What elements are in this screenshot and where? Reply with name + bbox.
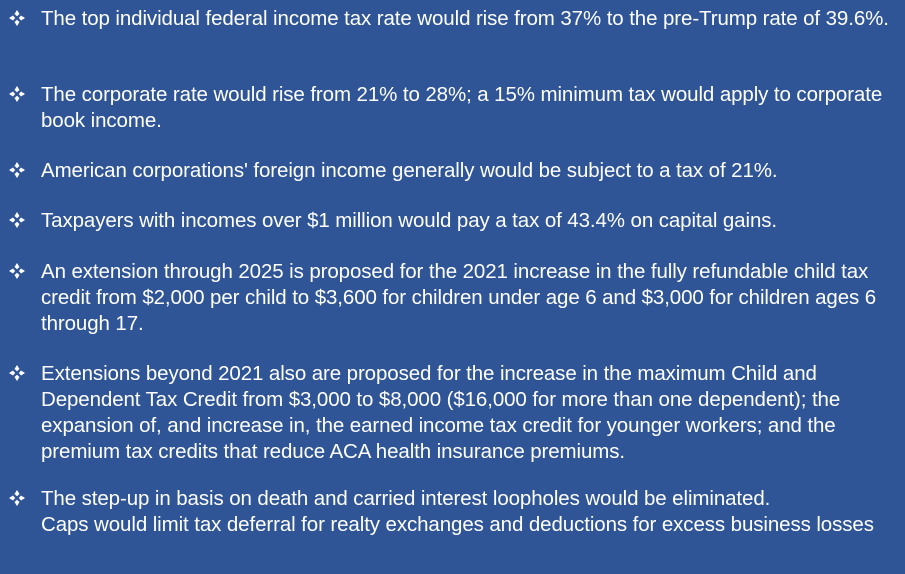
bullet-text: Taxpayers with incomes over $1 million would pay a tax of 43.4% on capital gains. [41,209,777,232]
diamond-bullet-icon [8,211,26,229]
diamond-bullet-icon [8,489,26,507]
bullet-text [41,486,897,538]
bullet-text-line: Caps would limit tax deferral for realty exchanges and deductions for excess business losses [41,513,874,536]
bullet-text-line: The step-up in basis on death and carried interest loopholes would be eliminated. [41,487,771,510]
diamond-bullet-icon [8,262,26,280]
diamond-bullet-icon [8,364,26,382]
bullet-text: Extensions beyond 2021 also are proposed for the increase in the maximum Child and Dependent Tax Credit from $3,000 to $8,000 ($16,000 for more than one dependent); the expansion of, and increase in, the earned income tax credit for younger workers; and the premium tax credits that reduce ACA health insurance premiums. [41,362,841,463]
bullet-text: The corporate rate would rise from 21% to 28%; a 15% minimum tax would apply to corporate book income. [41,83,883,132]
diamond-bullet-icon [8,161,26,179]
diamond-bullet-icon [8,85,26,103]
bullet-text: An extension through 2025 is proposed for the 2021 increase in the fully refundable child tax credit from $2,000 per child to $3,600 for children under age 6 and $3,000 for children ages 6 through 17. [41,260,877,335]
diamond-bullet-icon [8,9,26,27]
bullet-text: American corporations' foreign income generally would be subject to a tax of 21%. [41,159,778,182]
bullet-text: The top individual federal income tax rate would rise from 37% to the pre-Trump rate of 39.6%. [41,7,889,30]
